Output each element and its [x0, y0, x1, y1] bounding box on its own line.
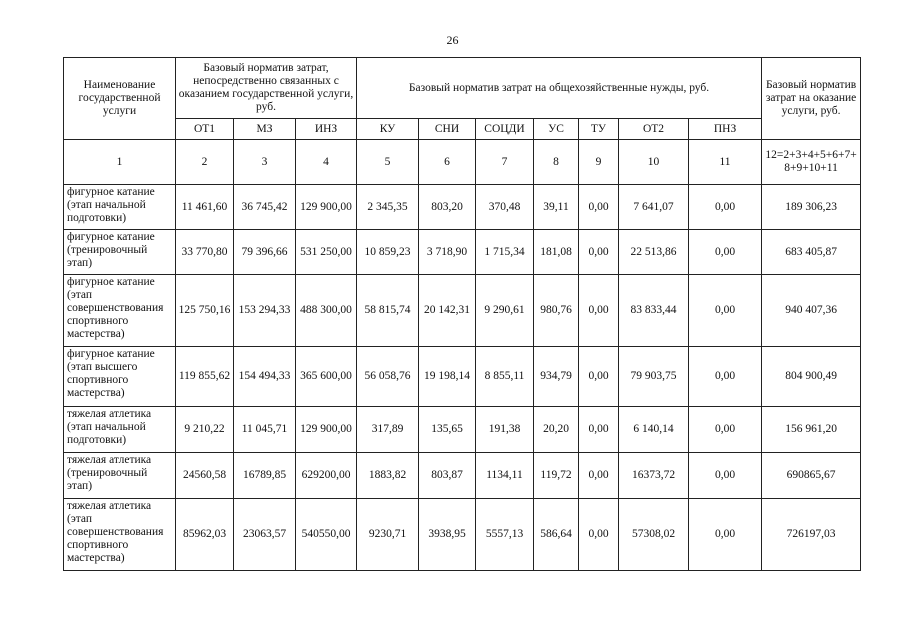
header-code: ТУ — [579, 119, 619, 140]
value-cell: 0,00 — [579, 347, 619, 407]
value-cell: 11 461,60 — [176, 185, 234, 230]
page-number: 26 — [446, 33, 459, 47]
value-cell: 9 290,61 — [476, 275, 534, 347]
table-row — [64, 185, 861, 230]
value-cell: 10 859,23 — [357, 230, 419, 275]
value-cell: 317,89 — [357, 407, 419, 453]
value-cell: 9 210,22 — [176, 407, 234, 453]
total-cell: 189 306,23 — [762, 185, 861, 230]
value-cell: 23063,57 — [234, 499, 296, 571]
value-cell: 0,00 — [579, 275, 619, 347]
value-cell: 370,48 — [476, 185, 534, 230]
value-cell: 191,38 — [476, 407, 534, 453]
value-cell: 0,00 — [689, 185, 762, 230]
column-index: 5 — [357, 140, 419, 185]
value-cell: 154 494,33 — [234, 347, 296, 407]
column-index: 9 — [579, 140, 619, 185]
value-cell: 16789,85 — [234, 453, 296, 499]
value-cell: 0,00 — [689, 499, 762, 571]
service-name-cell: фигурное катание (этап начальной подготовки) — [64, 185, 176, 230]
header-base-direct: Базовый норматив затрат, непосредственно связанных с оказанием государственной услуги, руб. — [176, 58, 357, 119]
column-index: 3 — [234, 140, 296, 185]
value-cell: 1 715,34 — [476, 230, 534, 275]
value-cell: 365 600,00 — [296, 347, 357, 407]
service-name-cell: фигурное катание (этап высшего спортивного мастерства) — [64, 347, 176, 407]
value-cell: 1134,11 — [476, 453, 534, 499]
header-base-general: Базовый норматив затрат на общехозяйственные нужды, руб. — [357, 58, 762, 119]
value-cell: 33 770,80 — [176, 230, 234, 275]
column-index: 12=2+3+4+5+6+7+8+9+10+11 — [762, 140, 861, 185]
value-cell: 934,79 — [534, 347, 579, 407]
header-service-name: Наименование государственной услуги — [64, 58, 176, 140]
service-name-cell: тяжелая атлетика (тренировочный этап) — [64, 453, 176, 499]
value-cell: 129 900,00 — [296, 407, 357, 453]
value-cell: 125 750,16 — [176, 275, 234, 347]
value-cell: 119 855,62 — [176, 347, 234, 407]
service-name-cell: тяжелая атлетика (этап начальной подготовки) — [64, 407, 176, 453]
header-code: МЗ — [234, 119, 296, 140]
table-row — [64, 275, 861, 347]
value-cell: 19 198,14 — [419, 347, 476, 407]
value-cell: 83 833,44 — [619, 275, 689, 347]
value-cell: 0,00 — [689, 230, 762, 275]
header-code: СНИ — [419, 119, 476, 140]
value-cell: 540550,00 — [296, 499, 357, 571]
column-index: 8 — [534, 140, 579, 185]
column-index: 2 — [176, 140, 234, 185]
table-row — [64, 230, 861, 275]
value-cell: 1883,82 — [357, 453, 419, 499]
value-cell: 0,00 — [689, 275, 762, 347]
total-cell: 690865,67 — [762, 453, 861, 499]
total-cell: 683 405,87 — [762, 230, 861, 275]
value-cell: 56 058,76 — [357, 347, 419, 407]
table-row — [64, 453, 861, 499]
value-cell: 803,87 — [419, 453, 476, 499]
value-cell: 7 641,07 — [619, 185, 689, 230]
column-index: 10 — [619, 140, 689, 185]
value-cell: 586,64 — [534, 499, 579, 571]
value-cell: 0,00 — [689, 407, 762, 453]
value-cell: 629200,00 — [296, 453, 357, 499]
header-code: ОТ1 — [176, 119, 234, 140]
value-cell: 0,00 — [579, 230, 619, 275]
value-cell: 79 396,66 — [234, 230, 296, 275]
value-cell: 181,08 — [534, 230, 579, 275]
column-index: 4 — [296, 140, 357, 185]
header-code: ОТ2 — [619, 119, 689, 140]
value-cell: 24560,58 — [176, 453, 234, 499]
value-cell: 79 903,75 — [619, 347, 689, 407]
value-cell: 0,00 — [579, 453, 619, 499]
value-cell: 39,11 — [534, 185, 579, 230]
total-cell: 156 961,20 — [762, 407, 861, 453]
value-cell: 531 250,00 — [296, 230, 357, 275]
value-cell: 488 300,00 — [296, 275, 357, 347]
value-cell: 11 045,71 — [234, 407, 296, 453]
value-cell: 3 718,90 — [419, 230, 476, 275]
value-cell: 119,72 — [534, 453, 579, 499]
value-cell: 0,00 — [579, 499, 619, 571]
value-cell: 9230,71 — [357, 499, 419, 571]
service-name-cell: фигурное катание (этап совершенствования спортивного мастерства) — [64, 275, 176, 347]
value-cell: 8 855,11 — [476, 347, 534, 407]
value-cell: 16373,72 — [619, 453, 689, 499]
value-cell: 20 142,31 — [419, 275, 476, 347]
header-code: УС — [534, 119, 579, 140]
value-cell: 5557,13 — [476, 499, 534, 571]
value-cell: 980,76 — [534, 275, 579, 347]
total-cell: 804 900,49 — [762, 347, 861, 407]
value-cell: 0,00 — [579, 185, 619, 230]
column-index: 11 — [689, 140, 762, 185]
column-index: 7 — [476, 140, 534, 185]
value-cell: 803,20 — [419, 185, 476, 230]
value-cell: 22 513,86 — [619, 230, 689, 275]
column-index: 6 — [419, 140, 476, 185]
header-code: КУ — [357, 119, 419, 140]
header-code: ИНЗ — [296, 119, 357, 140]
header-code: СОЦДИ — [476, 119, 534, 140]
table-row — [64, 407, 861, 453]
value-cell: 0,00 — [689, 453, 762, 499]
value-cell: 0,00 — [689, 347, 762, 407]
service-name-cell: фигурное катание (тренировочный этап) — [64, 230, 176, 275]
table-row — [64, 499, 861, 571]
value-cell: 58 815,74 — [357, 275, 419, 347]
cost-norms-table — [63, 57, 861, 571]
service-name-cell: тяжелая атлетика (этап совершенствования спортивного мастерства) — [64, 499, 176, 571]
value-cell: 2 345,35 — [357, 185, 419, 230]
value-cell: 57308,02 — [619, 499, 689, 571]
header-base-total: Базовый норматив затрат на оказание услуги, руб. — [762, 58, 861, 140]
value-cell: 20,20 — [534, 407, 579, 453]
column-index: 1 — [64, 140, 176, 185]
value-cell: 0,00 — [579, 407, 619, 453]
value-cell: 153 294,33 — [234, 275, 296, 347]
value-cell: 3938,95 — [419, 499, 476, 571]
total-cell: 726197,03 — [762, 499, 861, 571]
header-code: ПНЗ — [689, 119, 762, 140]
total-cell: 940 407,36 — [762, 275, 861, 347]
value-cell: 129 900,00 — [296, 185, 357, 230]
value-cell: 6 140,14 — [619, 407, 689, 453]
table-row — [64, 347, 861, 407]
value-cell: 135,65 — [419, 407, 476, 453]
value-cell: 36 745,42 — [234, 185, 296, 230]
value-cell: 85962,03 — [176, 499, 234, 571]
